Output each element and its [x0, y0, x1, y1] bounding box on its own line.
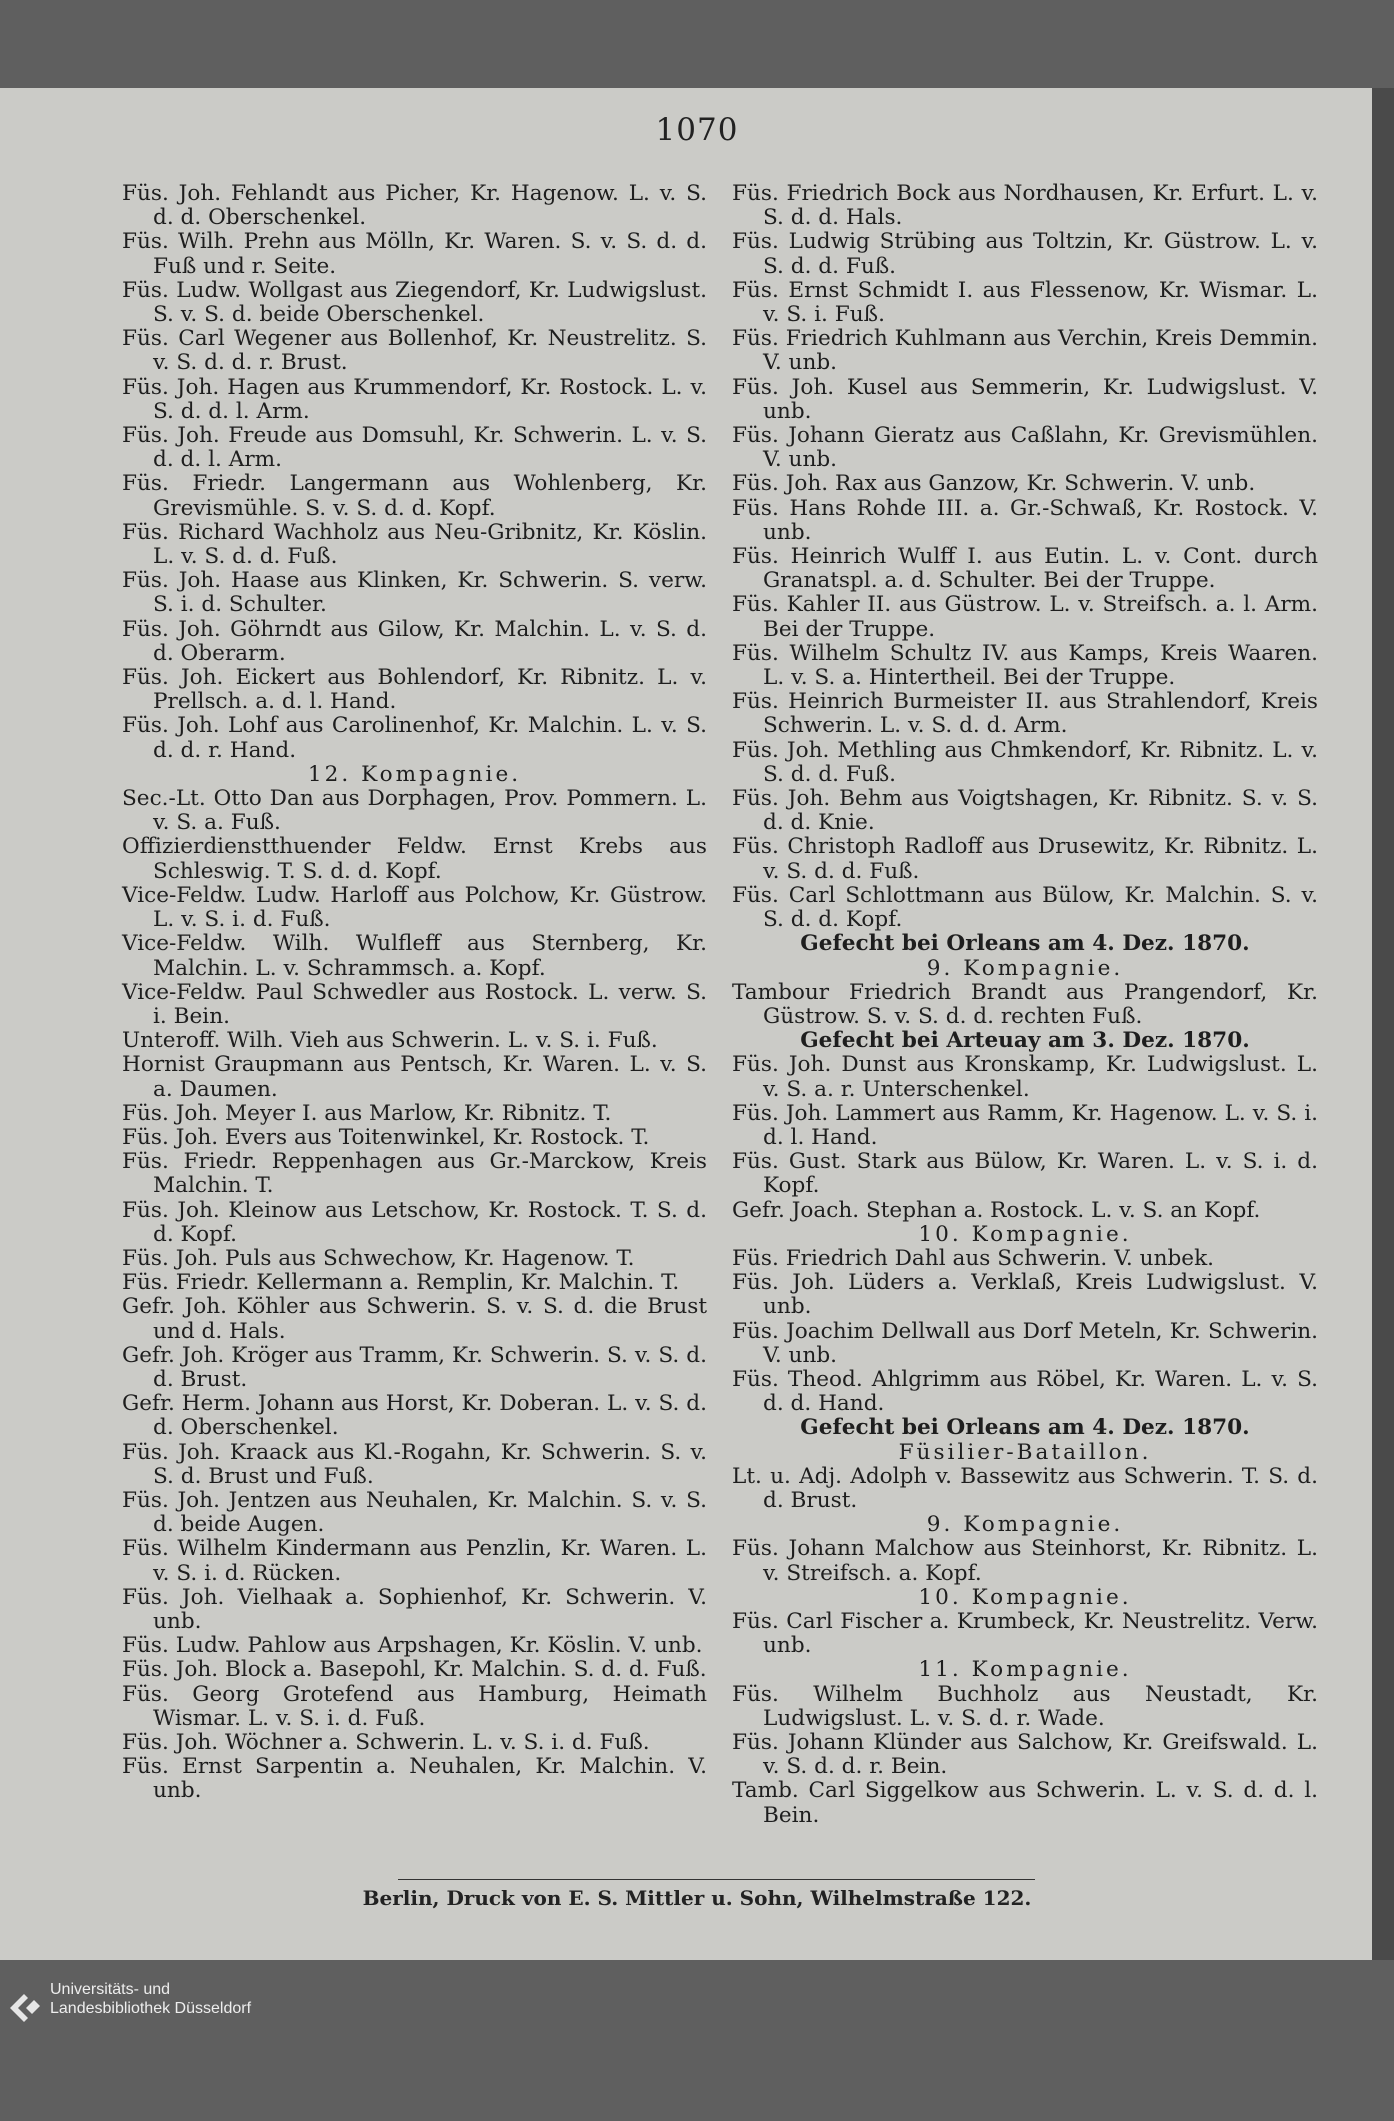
- casualty-entry: Füs. Friedrich Bock aus Nordhausen, Kr. Erfurt. L. v. S. d. d. Hals.: [732, 181, 1318, 231]
- casualty-entry: Füs. Wilhelm Buchholz aus Neustadt, Kr. Ludwigslust. L. v. S. d. r. Wade.: [732, 1681, 1318, 1731]
- casualty-entry: Füs. Carl Wegener aus Bollenhof, Kr. Neustrelitz. S. v. S. d. d. r. Brust.: [122, 326, 707, 376]
- casualty-entry: Füs. Hans Rohde III. a. Gr.-Schwaß, Kr. Rostock. V. unb.: [732, 495, 1318, 545]
- casualty-entry: Füs. Joh. Puls aus Schwechow, Kr. Hagenow. T.: [122, 1245, 635, 1271]
- casualty-entry: Füs. Joh. Vielhaak a. Sophienhof, Kr. Schwerin. V. unb.: [122, 1584, 707, 1634]
- page-number: 1070: [655, 112, 739, 148]
- casualty-entry: Füs. Friedrich Kuhlmann aus Verchin, Kreis Demmin. V. unb.: [732, 326, 1318, 376]
- unit-heading: 9. Kompagnie.: [926, 1512, 1124, 1538]
- library-name: [50, 1980, 251, 2018]
- library-name-line1: Universitäts- und: [50, 1981, 171, 1998]
- casualty-entry: Lt. u. Adj. Adolph v. Bassewitz aus Schwerin. T. S. d. d. Brust.: [732, 1463, 1318, 1513]
- casualty-entry: Füs. Joh. Lammert aus Ramm, Kr. Hagenow. L. v. S. i. d. l. Hand.: [732, 1100, 1318, 1150]
- casualty-entry: Füs. Joh. Lohf aus Carolinenhof, Kr. Malchin. L. v. S. d. d. r. Hand.: [122, 713, 707, 763]
- casualty-entry: Füs. Joh. Freude aus Domsuhl, Kr. Schwerin. L. v. S. d. d. l. Arm.: [122, 423, 707, 473]
- casualty-entry: Füs. Johann Klünder aus Salchow, Kr. Greifswald. L. v. S. d. d. r. Bein.: [732, 1730, 1318, 1780]
- casualty-entry: Füs. Joh. Behm aus Voigtshagen, Kr. Ribnitz. S. v. S. d. d. Knie.: [732, 786, 1318, 836]
- casualty-entry: Füs. Joh. Lüders a. Verklaß, Kreis Ludwigslust. V. unb.: [732, 1270, 1318, 1320]
- casualty-entry: Unteroff. Wilh. Vieh aus Schwerin. L. v. S. i. Fuß.: [122, 1028, 658, 1054]
- right-column: [732, 182, 1318, 1828]
- casualty-entry: Füs. Joh. Rax aus Ganzow, Kr. Schwerin. V. unb.: [732, 471, 1256, 497]
- casualty-entry: Füs. Joh. Methling aus Chmkendorf, Kr. Ribnitz. L. v. S. d. d. Fuß.: [732, 737, 1318, 787]
- casualty-entry: Tambour Friedrich Brandt aus Prangendorf, Kr. Güstrow. S. v. S. d. d. rechten Fuß.: [732, 979, 1318, 1029]
- casualty-entry: Füs. Joh. Block a. Basepohl, Kr. Malchin. S. d. d. Fuß.: [122, 1657, 707, 1683]
- casualty-entry: Sec.-Lt. Otto Dan aus Dorphagen, Prov. Pommern. L. v. S. a. Fuß.: [122, 786, 707, 836]
- casualty-entry: Füs. Johann Malchow aus Steinhorst, Kr. Ribnitz. L. v. Streifsch. a. Kopf.: [732, 1536, 1318, 1586]
- library-logo-icon: [6, 1986, 46, 2026]
- casualty-entry: Füs. Joh. Kusel aus Semmerin, Kr. Ludwigslust. V. unb.: [732, 374, 1318, 424]
- casualty-entry: Vice-Feldw. Ludw. Harloff aus Polchow, Kr. Güstrow. L. v. S. i. d. Fuß.: [122, 882, 707, 933]
- left-column: [122, 182, 707, 1804]
- casualty-entry: Füs. Johann Gieratz aus Caßlahn, Kr. Grevismühlen. V. unb.: [732, 423, 1318, 473]
- casualty-entry: Füs. Ernst Sarpentin a. Neuhalen, Kr. Malchin. V. unb.: [122, 1754, 707, 1804]
- casualty-entry: Füs. Ernst Schmidt I. aus Flessenow, Kr. Wismar. L. v. S. i. Fuß.: [732, 277, 1318, 328]
- casualty-entry: Füs. Carl Fischer a. Krumbeck, Kr. Neustrelitz. Verw. unb.: [732, 1608, 1318, 1659]
- unit-heading: Füsilier-Bataillon.: [898, 1439, 1152, 1465]
- battle-heading: Gefecht bei Arteuay am 3. Dez. 1870.: [800, 1028, 1250, 1054]
- casualty-entry: Füs. Joh. Meyer I. aus Marlow, Kr. Ribnitz. T.: [122, 1100, 612, 1126]
- casualty-entry: Füs. Ludwig Strübing aus Toltzin, Kr. Güstrow. L. v. S. d. d. Fuß.: [732, 229, 1318, 279]
- viewer-footer: [0, 1960, 1394, 2121]
- casualty-entry: Offizierdienstthuender Feldw. Ernst Krebs aus Schleswig. T. S. d. d. Kopf.: [122, 834, 707, 884]
- unit-heading: 10. Kompagnie.: [918, 1584, 1132, 1610]
- viewer-top-margin: [0, 0, 1394, 88]
- casualty-entry: Hornist Graupmann aus Pentsch, Kr. Waren. L. v. S. a. Daumen.: [122, 1052, 707, 1102]
- casualty-entry: Füs. Joh. Evers aus Toitenwinkel, Kr. Rostock. T.: [122, 1124, 650, 1150]
- casualty-entry: Füs. Joh. Hagen aus Krummendorf, Kr. Rostock. L. v. S. d. d. l. Arm.: [122, 374, 707, 424]
- casualty-entry: Füs. Joh. Eickert aus Bohlendorf, Kr. Ribnitz. L. v. Prellsch. a. d. l. Hand.: [122, 665, 707, 715]
- casualty-entry: Füs. Georg Grotefend aus Hamburg, Heimath Wismar. L. v. S. i. d. Fuß.: [122, 1681, 707, 1731]
- casualty-entry: Füs. Kahler II. aus Güstrow. L. v. Streifsch. a. l. Arm. Bei der Truppe.: [732, 592, 1318, 642]
- casualty-entry: Füs. Wilhelm Schultz IV. aus Kamps, Kreis Waaren. L. v. S. a. Hintertheil. Bei der Truppe.: [732, 640, 1318, 691]
- footer-rule: [398, 1879, 1035, 1880]
- casualty-entry: Füs. Joh. Haase aus Klinken, Kr. Schwerin. S. verw. S. i. d. Schulter.: [122, 568, 707, 618]
- casualty-entry: Füs. Theod. Ahlgrimm aus Röbel, Kr. Waren. L. v. S. d. d. Hand.: [732, 1366, 1318, 1417]
- casualty-entry: Gefr. Joh. Kröger aus Tramm, Kr. Schwerin. S. v. S. d. d. Brust.: [122, 1342, 707, 1392]
- unit-heading: 10. Kompagnie.: [918, 1221, 1132, 1247]
- casualty-entry: Füs. Richard Wachholz aus Neu-Gribnitz, Kr. Köslin. L. v. S. d. d. Fuß.: [122, 519, 707, 570]
- casualty-entry: Füs. Friedr. Reppenhagen aus Gr.-Marckow, Kreis Malchin. T.: [122, 1149, 707, 1199]
- casualty-entry: Füs. Joh. Wöchner a. Schwerin. L. v. S. i. d. Fuß.: [122, 1730, 650, 1755]
- casualty-entry: Füs. Heinrich Burmeister II. aus Strahlendorf, Kreis Schwerin. L. v. S. d. d. Arm.: [732, 689, 1318, 739]
- unit-heading: 11. Kompagnie.: [918, 1657, 1132, 1683]
- casualty-entry: Füs. Joh. Kleinow aus Letschow, Kr. Rostock. T. S. d. d. Kopf.: [122, 1197, 707, 1247]
- casualty-entry: Füs. Friedr. Kellermann a. Remplin, Kr. Malchin. T.: [122, 1270, 680, 1296]
- casualty-entry: Füs. Joh. Dunst aus Kronskamp, Kr. Ludwigslust. L. v. S. a. r. Unterschenkel.: [732, 1052, 1318, 1102]
- casualty-entry: Füs. Joh. Göhrndt aus Gilow, Kr. Malchin. L. v. S. d. d. Oberarm.: [122, 616, 707, 666]
- battle-heading: Gefecht bei Orleans am 4. Dez. 1870.: [800, 931, 1250, 957]
- casualty-entry: Tamb. Carl Siggelkow aus Schwerin. L. v. S. d. d. l. Bein.: [732, 1778, 1318, 1828]
- battle-heading: Gefecht bei Orleans am 4. Dez. 1870.: [800, 1415, 1250, 1441]
- library-name-line2: Landesbibliothek Düsseldorf: [50, 2000, 252, 2017]
- casualty-entry: Füs. Joh. Fehlandt aus Picher, Kr. Hagenow. L. v. S. d. d. Oberschenkel.: [122, 181, 707, 231]
- casualty-entry: Füs. Wilh. Prehn aus Mölln, Kr. Waren. S. v. S. d. d. Fuß und r. Seite.: [122, 229, 707, 279]
- casualty-entry: Gefr. Joach. Stephan a. Rostock. L. v. S. an Kopf.: [732, 1197, 1261, 1223]
- casualty-entry: Füs. Ludw. Wollgast aus Ziegendorf, Kr. Ludwigslust. S. v. S. d. beide Oberschenkel.: [122, 277, 707, 328]
- casualty-entry: Füs. Gust. Stark aus Bülow, Kr. Waren. L. v. S. i. d. Kopf.: [732, 1149, 1318, 1199]
- unit-heading: 12. Kompagnie.: [307, 761, 522, 787]
- casualty-entry: Füs. Ludw. Pahlow aus Arpshagen, Kr. Köslin. V. unb.: [122, 1633, 703, 1659]
- casualty-entry: Gefr. Herm. Johann aus Horst, Kr. Doberan. L. v. S. d. d. Oberschenkel.: [122, 1391, 707, 1441]
- casualty-entry: Füs. Joachim Dellwall aus Dorf Meteln, Kr. Schwerin. V. unb.: [732, 1318, 1318, 1368]
- casualty-entry: Füs. Joh. Kraack aus Kl.-Rogahn, Kr. Schwerin. S. v. S. d. Brust und Fuß.: [122, 1439, 707, 1489]
- casualty-entry: Vice-Feldw. Paul Schwedler aus Rostock. L. verw. S. i. Bein.: [122, 979, 707, 1029]
- casualty-entry: Füs. Joh. Jentzen aus Neuhalen, Kr. Malchin. S. v. S. d. beide Augen.: [122, 1487, 707, 1538]
- casualty-entry: Füs. Christoph Radloff aus Drusewitz, Kr. Ribnitz. L. v. S. d. d. Fuß.: [732, 834, 1318, 884]
- printer-imprint: Berlin, Druck von E. S. Mittler u. Sohn, Wilhelmstraße 122.: [362, 1886, 1032, 1910]
- unit-heading: 9. Kompagnie.: [926, 955, 1124, 981]
- casualty-entry: Füs. Friedr. Langermann aus Wohlenberg, Kr. Grevismühle. S. v. S. d. d. Kopf.: [122, 471, 707, 521]
- casualty-entry: Füs. Friedrich Dahl aus Schwerin. V. unbek.: [732, 1245, 1215, 1271]
- casualty-entry: Füs. Heinrich Wulff I. aus Eutin. L. v. Cont. durch Granatspl. a. d. Schulter. Bei der Truppe.: [732, 544, 1318, 594]
- casualty-entry: Vice-Feldw. Wilh. Wulfleff aus Sternberg, Kr. Malchin. L. v. Schrammsch. a. Kopf.: [122, 931, 707, 981]
- casualty-entry: Gefr. Joh. Köhler aus Schwerin. S. v. S. d. die Brust und d. Hals.: [122, 1294, 707, 1344]
- page-edge-shadow: [1372, 88, 1394, 1960]
- casualty-entry: Füs. Carl Schlottmann aus Bülow, Kr. Malchin. S. v. S. d. d. Kopf.: [732, 882, 1318, 933]
- casualty-entry: Füs. Wilhelm Kindermann aus Penzlin, Kr. Waren. L. v. S. i. d. Rücken.: [122, 1536, 707, 1586]
